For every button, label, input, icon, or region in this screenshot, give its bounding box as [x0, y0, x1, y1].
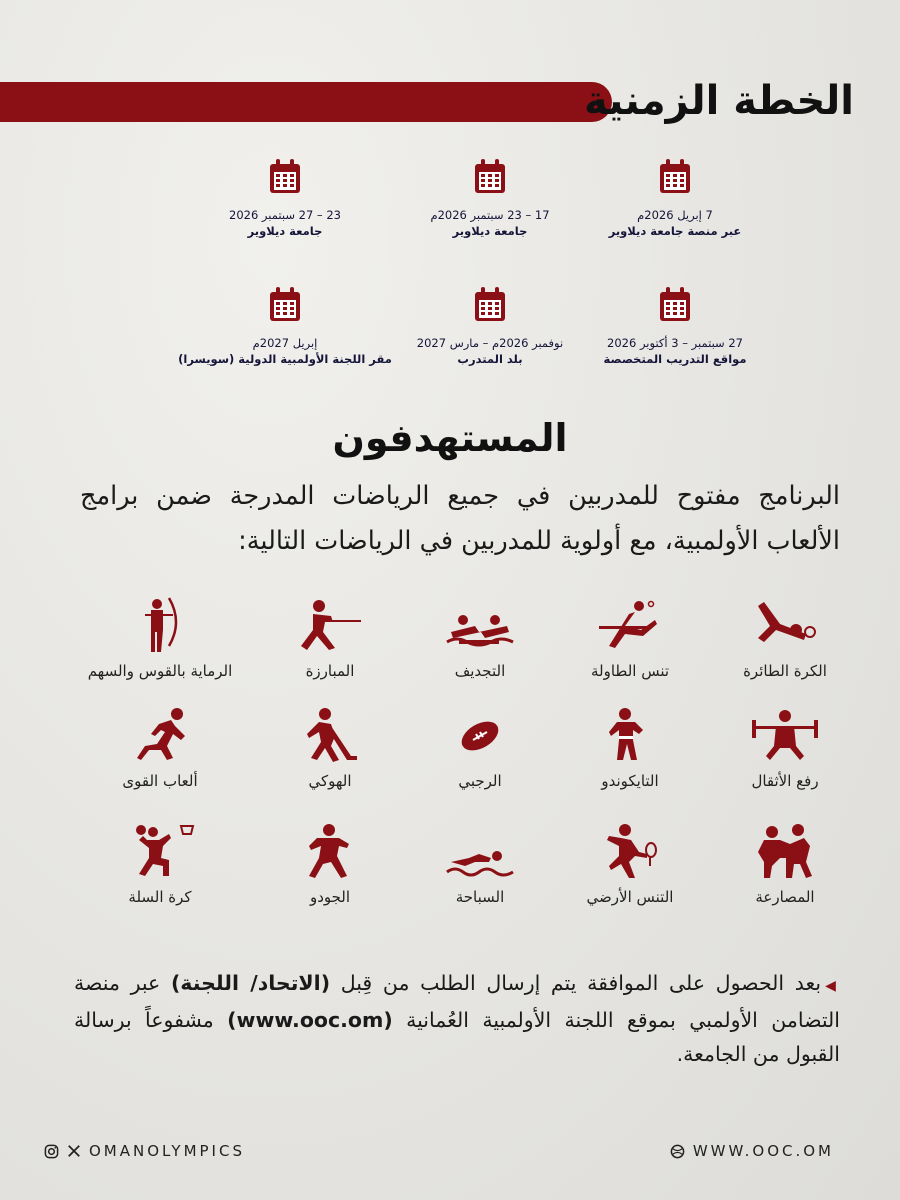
sport-label: ألعاب القوى [122, 772, 198, 790]
footer-website [670, 1142, 834, 1160]
sport-label: الجودو [309, 888, 351, 906]
rowing-icon [445, 596, 515, 652]
note-text: عبر منصة التضامن الأولمبي بموقع اللجنة الأولمبية العُمانية [74, 971, 840, 1032]
targeted-title: المستهدفون [332, 416, 568, 460]
timeline-place: جامعة ديلاوير [452, 224, 528, 238]
note-text: مشفوعاً برسالة القبول من الجامعة. [74, 1008, 840, 1066]
sport-item [545, 822, 715, 906]
weightlifting-icon [750, 706, 820, 762]
sport-item [75, 822, 245, 906]
sport-label: التنس الأرضي [586, 888, 674, 906]
table-tennis-icon [595, 596, 665, 652]
sport-label: الرجبي [458, 772, 502, 790]
timeline-date: إبريل 2027م [252, 336, 318, 350]
timeline-place: عبر منصة جامعة ديلاوير [608, 224, 742, 238]
sport-item [75, 596, 245, 680]
timeline-item [135, 285, 435, 367]
sport-label: المصارعة [755, 888, 815, 906]
sport-label: الهوكي [308, 772, 352, 790]
sport-label: الرماية بالقوس والسهم [87, 662, 233, 680]
calendar-icon [658, 157, 692, 195]
rugby-icon [445, 706, 515, 762]
x-icon[interactable] [67, 1144, 81, 1158]
timeline-date: 17 – 23 سبتمبر 2026م [430, 208, 550, 222]
page-title: الخطة الزمنية [584, 78, 854, 124]
hockey-icon [295, 706, 365, 762]
sport-label: التايكوندو [601, 772, 659, 790]
note-website-link[interactable]: (www.ooc.om) [227, 1008, 393, 1032]
volleyball-icon [750, 596, 820, 652]
application-note [74, 966, 840, 1071]
athletics-icon [125, 706, 195, 762]
calendar-icon [658, 285, 692, 323]
sport-item [545, 596, 715, 680]
taekwondo-icon [595, 706, 665, 762]
sport-label: كرة السلة [128, 888, 192, 906]
swimming-icon [445, 822, 515, 878]
sport-item [395, 822, 565, 906]
timeline-date: نوفمبر 2026م – مارس 2027 [416, 336, 564, 350]
targeted-description: البرنامج مفتوح للمدربين في جميع الرياضات المدرجة ضمن برامج الألعاب الأولمبية، مع أولوية للمدربين في الرياضات التالية: [80, 481, 840, 556]
fencing-icon [295, 596, 365, 652]
timeline-date: 7 إبريل 2026م [637, 208, 713, 222]
sport-item [245, 706, 415, 790]
sport-item [700, 706, 870, 790]
timeline-place: جامعة ديلاوير [247, 224, 323, 238]
timeline-place: بلد المتدرب [457, 352, 523, 366]
timeline-item [135, 157, 435, 239]
sport-item [545, 706, 715, 790]
globe-icon [670, 1144, 685, 1159]
timeline-place: مواقع التدريب المتخصصة [603, 352, 747, 366]
sport-label: التجديف [454, 662, 506, 680]
header-accent-bar [0, 82, 612, 122]
timeline-date: 27 سبتمبر – 3 أكتوبر 2026 [607, 336, 743, 350]
tennis-icon [595, 822, 665, 878]
note-bold-entity: (الاتحاد/ اللجنة) [170, 971, 331, 995]
sport-label: المبارزة [305, 662, 355, 680]
calendar-icon [268, 285, 302, 323]
website-link[interactable]: WWW.OOC.OM [692, 1142, 834, 1160]
calendar-icon [473, 157, 507, 195]
timeline-date: 23 – 27 سبتمبر 2026 [229, 208, 341, 222]
sport-item [700, 596, 870, 680]
basketball-icon [125, 822, 195, 878]
sport-item [700, 822, 870, 906]
wrestling-icon [750, 822, 820, 878]
timeline-place: مقر اللجنة الأولمبية الدولية (سويسرا) [178, 352, 392, 366]
calendar-icon [268, 157, 302, 195]
bullet-icon: ◀ [825, 978, 840, 994]
note-text: بعد الحصول على الموافقة يتم إرسال الطلب من قِبل [330, 971, 822, 995]
sport-item [75, 706, 245, 790]
sport-label: تنس الطاولة [590, 662, 670, 680]
sport-item [395, 706, 565, 790]
calendar-icon [473, 285, 507, 323]
sport-item [395, 596, 565, 680]
sport-label: رفع الأثقال [751, 772, 819, 790]
archery-icon [125, 596, 195, 652]
sport-item [245, 822, 415, 906]
judo-icon [295, 822, 365, 878]
instagram-icon[interactable] [44, 1144, 59, 1159]
social-handle[interactable]: OMANOLYMPICS [89, 1142, 245, 1160]
sport-label: الكرة الطائرة [743, 662, 827, 680]
sport-label: السباحة [455, 888, 505, 906]
sport-item [245, 596, 415, 680]
footer-social [44, 1142, 245, 1160]
